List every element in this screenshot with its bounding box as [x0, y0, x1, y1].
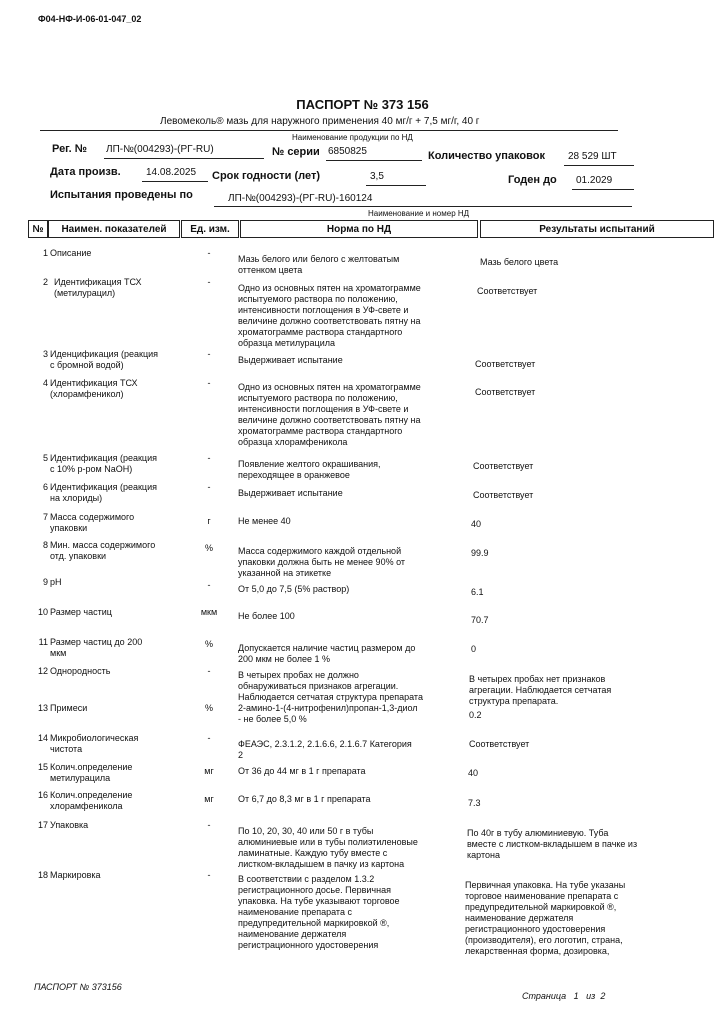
- row-result: 70.7: [471, 615, 489, 625]
- series-value: 6850825: [328, 146, 367, 157]
- row-indicator: Мин. масса содержимого отд. упаковки: [50, 540, 156, 561]
- row-result: 40: [471, 519, 482, 529]
- divider: [214, 206, 632, 207]
- row-unit: -: [207, 820, 211, 830]
- valid-until-value: 01.2029: [576, 175, 613, 186]
- row-indicator: Иденцификация (реакция с бромной водой): [50, 349, 159, 370]
- page-total: 2: [600, 991, 606, 1001]
- row-number: 5: [42, 453, 48, 463]
- row-indicator: Идентификация ТСХ (метилурацил): [54, 277, 142, 298]
- row-unit: -: [207, 482, 211, 492]
- col-result: Результаты испытаний: [480, 220, 714, 238]
- row-number: 4: [42, 378, 48, 388]
- row-result: 40: [468, 768, 479, 778]
- row-indicator: Размер частиц: [50, 607, 112, 617]
- date-value: 14.08.2025: [146, 167, 197, 178]
- row-result: 0.2: [469, 710, 482, 720]
- row-number: 18: [37, 870, 48, 880]
- row-indicator: pH: [50, 577, 62, 587]
- row-number: 17: [37, 820, 48, 830]
- product-name: Левомеколь® мазь для наружного применения 40 мг/г + 7,5 мг/г, 40 г: [160, 116, 480, 127]
- row-unit: -: [207, 277, 211, 287]
- row-number: 11: [38, 637, 48, 647]
- row-norm: ФЕАЭС, 2.3.1.2, 2.1.6.6, 2.1.6.7 Категория 2: [238, 739, 412, 760]
- row-result: Соответствует: [473, 461, 534, 471]
- row-indicator: Примеси: [50, 703, 88, 713]
- row-norm: Допускается наличие частиц размером до 200 мкм не более 1 %: [238, 643, 416, 664]
- row-number: 15: [37, 762, 48, 772]
- row-result: Соответствует: [473, 490, 534, 500]
- row-unit: -: [207, 248, 211, 258]
- row-unit: %: [204, 639, 213, 649]
- row-unit: -: [207, 349, 211, 359]
- product-caption: Наименование продукции по НД: [292, 133, 413, 142]
- table-header: [28, 220, 714, 240]
- row-result: В четырех пробах нет признаков агрегации. Наблюдается сетчатая структура препарата.: [469, 674, 612, 706]
- row-indicator: Колич.определение хлорамфеникола: [50, 790, 133, 811]
- row-indicator: Маркировка: [50, 870, 101, 880]
- row-result: Мазь белого цвета: [480, 257, 559, 267]
- row-result: Соответствует: [475, 359, 536, 369]
- row-indicator: Размер частиц до 200 мкм: [50, 637, 143, 658]
- tests-label: Испытания проведены по: [50, 189, 193, 201]
- row-norm: Мазь белого или белого с желтоватым оттенком цвета: [238, 254, 400, 275]
- row-indicator: Описание: [50, 248, 92, 258]
- divider: [366, 185, 426, 186]
- row-indicator: Идентификация (реакция с 10% р-ром NaOH): [50, 453, 157, 474]
- row-result: 99.9: [471, 548, 489, 558]
- page-number: [522, 991, 605, 1001]
- row-result: 6.1: [471, 587, 484, 597]
- row-norm: Одно из основных пятен на хроматограмме испытуемого раствора по положению, интенсивности поглощения в УФ-свете и величине должно соответствовать пятну на хроматограмме раствора стандартного образца хлорамфеникола: [238, 382, 421, 447]
- row-unit: -: [207, 580, 211, 590]
- row-unit: -: [207, 666, 211, 676]
- row-norm: Выдерживает испытание: [238, 488, 343, 498]
- row-number: 12: [37, 666, 48, 676]
- col-unit: Ед. изм.: [181, 220, 239, 238]
- series-label: № серии: [272, 146, 320, 158]
- row-number: 1: [42, 248, 48, 258]
- row-norm: 2-амино-1-(4-нитрофенил)пропан-1,3-диол - не более 5,0 %: [238, 703, 418, 724]
- row-indicator: Колич.определение метилурацила: [50, 762, 133, 783]
- row-number: 13: [37, 703, 48, 713]
- divider: [572, 189, 634, 190]
- row-indicator: Упаковка: [50, 820, 89, 830]
- row-norm: Не менее 40: [238, 516, 291, 526]
- date-label: Дата произв.: [50, 166, 121, 178]
- row-number: 7: [42, 512, 48, 522]
- row-indicator: Однородность: [50, 666, 111, 676]
- row-norm: В соответствии с разделом 1.3.2 регистрационного досье. Первичная упаковка. На тубе указывают торговое наименование препарата с предупредительной маркировкой ®, наименование держателя регистрационного удостоверения: [238, 874, 400, 950]
- row-number: 8: [42, 540, 48, 550]
- row-number: 9: [42, 577, 48, 587]
- row-number: 16: [37, 790, 48, 800]
- row-result: Соответствует: [469, 739, 530, 749]
- row-result: 0: [471, 644, 477, 654]
- divider: [142, 181, 208, 182]
- valid-until-label: Годен до: [508, 174, 557, 186]
- divider: [564, 165, 634, 166]
- row-number: 2: [42, 277, 48, 287]
- col-name: Наимен. показателей: [48, 220, 180, 238]
- shelf-life-label: Срок годности (лет): [212, 170, 321, 182]
- row-number: 6: [42, 482, 48, 492]
- row-norm: По 10, 20, 30, 40 или 50 г в тубы алюминиевые или в тубы полиэтиленовые ламинатные. Каждую тубу вместе с листком-вкладышем в пачку из картона: [238, 826, 418, 869]
- reg-label: Рег. №: [52, 143, 88, 155]
- row-unit: г: [207, 516, 211, 526]
- col-norm: Норма по НД: [240, 220, 478, 238]
- row-unit: мкм: [200, 607, 218, 617]
- footer-passport: ПАСПОРТ № 373156: [34, 982, 122, 992]
- tests-caption: Наименование и номер НД: [368, 209, 470, 218]
- qty-value: 28 529 ШТ: [568, 151, 617, 162]
- divider: [326, 160, 422, 161]
- row-indicator: Микробиологическая чистота: [50, 733, 139, 754]
- row-norm: От 36 до 44 мг в 1 г препарата: [238, 766, 366, 776]
- row-norm: Масса содержимого каждой отдельной упаковки должна быть не менее 90% от указанной на этикетке: [238, 546, 406, 578]
- row-number: 10: [37, 607, 48, 617]
- row-norm: Появление желтого окрашивания, переходящее в оранжевое: [238, 459, 381, 480]
- row-norm: Одно из основных пятен на хроматограмме испытуемого раствора по положению, интенсивности поглощения в УФ-свете и величине должно соответствовать пятну на хроматограмме раствора стандартного образца метилурацила: [238, 283, 421, 348]
- divider: [40, 130, 618, 131]
- row-norm: От 6,7 до 8,3 мг в 1 г препарата: [238, 794, 371, 804]
- row-norm: Не более 100: [238, 611, 295, 621]
- row-unit: -: [207, 453, 211, 463]
- row-result: Первичная упаковка. На тубе указаны торговое наименование препарата с предупредительной маркировкой ®, наименование держателя регистрационного удостоверения (производителя), его логотип, страна, лекарственная форма, дозировка,: [465, 880, 626, 956]
- row-unit: -: [207, 378, 211, 388]
- row-unit: мг: [204, 794, 214, 804]
- row-norm: В четырех пробах не должно обнаруживаться признаков агрегации. Наблюдается сетчатая структура препарата: [238, 670, 423, 702]
- col-num: №: [28, 220, 48, 238]
- row-indicator: Масса содержимого упаковки: [50, 512, 135, 533]
- reg-value: ЛП-№(004293)-(РГ-RU): [106, 144, 214, 155]
- row-unit: -: [207, 870, 211, 880]
- row-unit: -: [207, 733, 211, 743]
- shelf-life-value: 3,5: [370, 171, 384, 182]
- row-number: 3: [42, 349, 48, 359]
- row-result: Соответствует: [475, 387, 536, 397]
- row-result: Соответствует: [477, 286, 538, 296]
- tests-value: ЛП-№(004293)-(РГ-RU)-160124: [228, 193, 373, 204]
- row-indicator: Идентификация (реакция на хлориды): [50, 482, 157, 503]
- page-title: ПАСПОРТ № 373 156: [296, 97, 429, 112]
- row-unit: %: [204, 543, 213, 553]
- page-of-label: из: [586, 991, 596, 1001]
- page-current: 1: [573, 991, 579, 1001]
- row-unit: %: [204, 703, 213, 713]
- row-unit: мг: [204, 766, 214, 776]
- row-indicator: Идентификация ТСХ (хлорамфеникол): [50, 378, 138, 399]
- row-result: По 40г в тубу алюминиевую. Туба вместе с листком-вкладышем в пачке из картона: [467, 828, 638, 860]
- row-norm: От 5,0 до 7,5 (5% раствор): [238, 584, 350, 594]
- document-code: Ф04-НФ-И-06-01-047_02: [38, 14, 142, 24]
- row-result: 7.3: [468, 798, 481, 808]
- row-number: 14: [37, 733, 48, 743]
- row-norm: Выдерживает испытание: [238, 355, 343, 365]
- page-label: Страница: [522, 991, 567, 1001]
- qty-label: Количество упаковок: [428, 150, 545, 162]
- divider: [104, 158, 264, 159]
